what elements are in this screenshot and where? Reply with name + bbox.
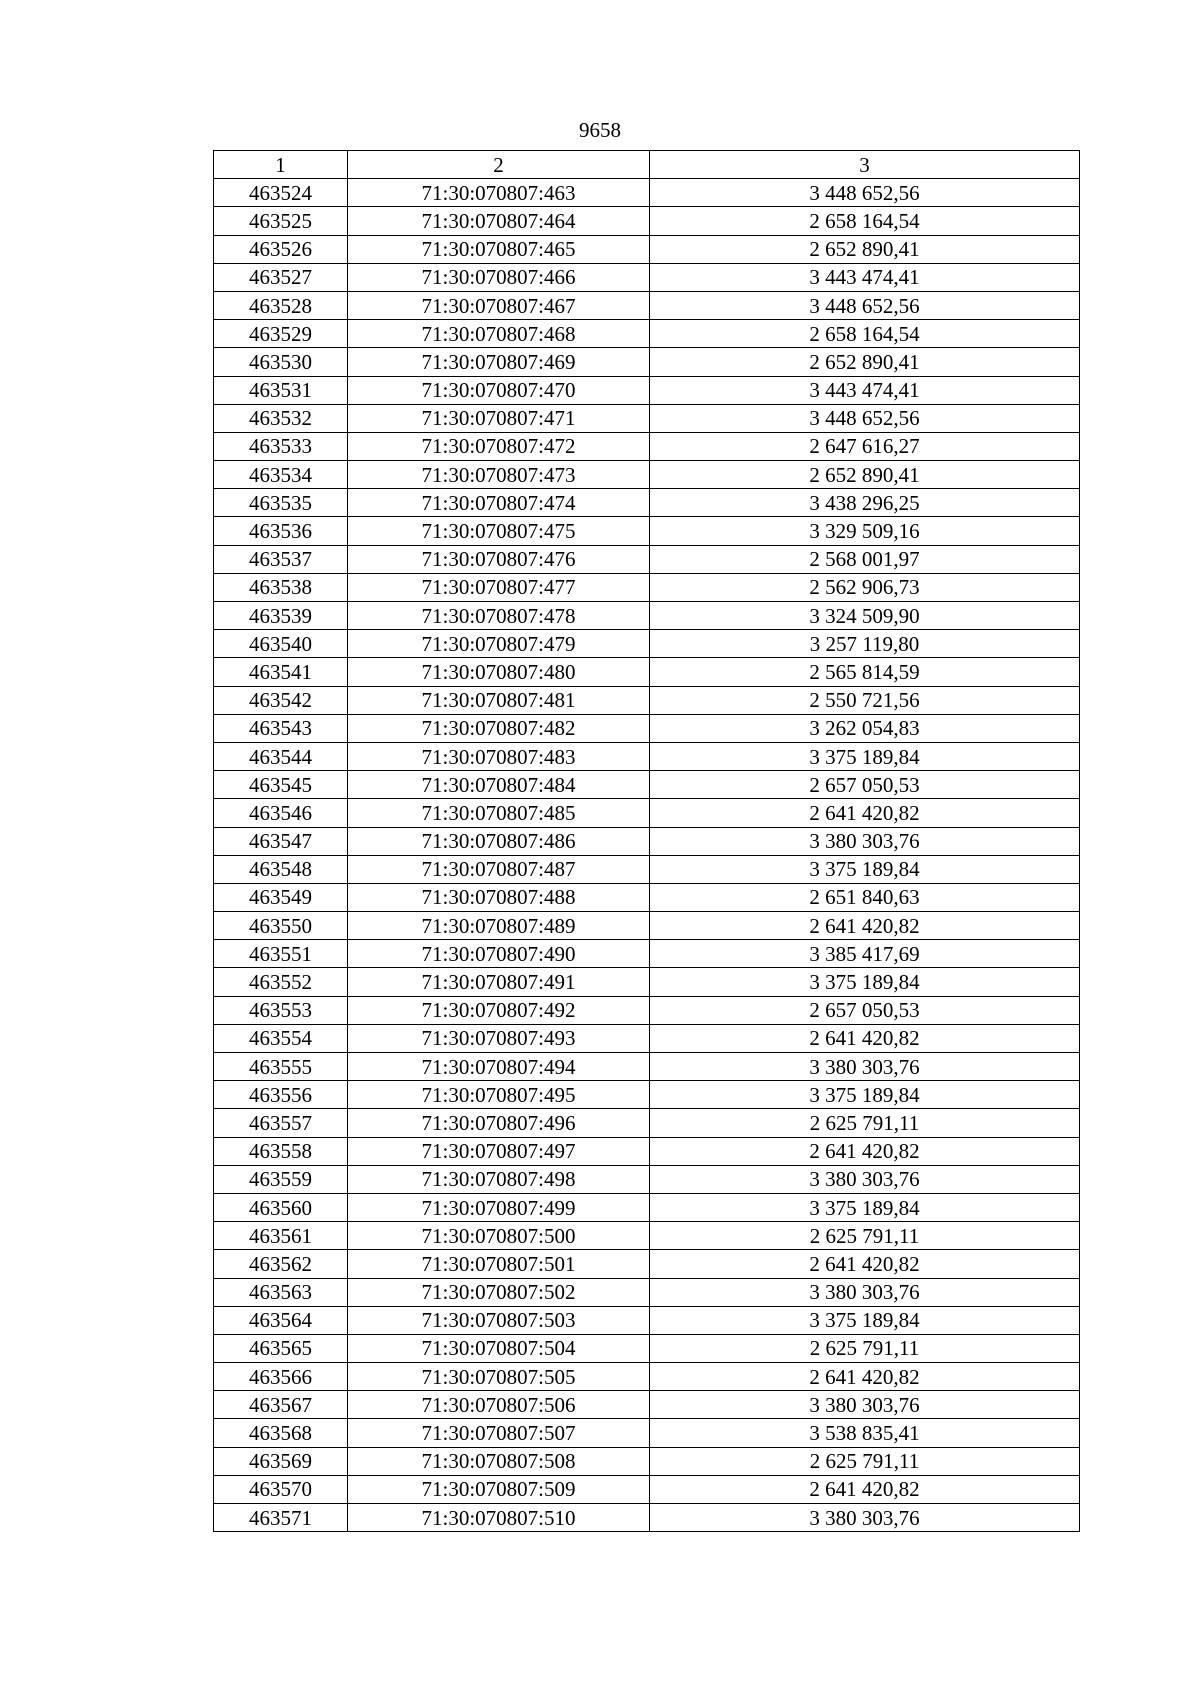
- cadastral-number-cell: 71:30:070807:498: [348, 1165, 650, 1193]
- table-row: [214, 179, 1080, 207]
- cadastral-number-cell: 71:30:070807:463: [348, 179, 650, 207]
- row-number-cell: 463550: [214, 912, 348, 940]
- row-number-cell: 463543: [214, 714, 348, 742]
- cadastral-number-cell: 71:30:070807:465: [348, 235, 650, 263]
- row-number-cell: 463561: [214, 1222, 348, 1250]
- cadastral-value-cell: 2 565 814,59: [650, 658, 1080, 686]
- row-number-cell: 463526: [214, 235, 348, 263]
- cadastral-number-cell: 71:30:070807:484: [348, 771, 650, 799]
- cadastral-number-cell: 71:30:070807:476: [348, 545, 650, 573]
- cadastral-number-cell: 71:30:070807:479: [348, 630, 650, 658]
- cadastral-value-cell: 3 443 474,41: [650, 263, 1080, 291]
- cadastral-value-cell: 2 625 791,11: [650, 1334, 1080, 1362]
- row-number-cell: 463535: [214, 489, 348, 517]
- row-number-cell: 463560: [214, 1193, 348, 1221]
- row-number-cell: 463540: [214, 630, 348, 658]
- table-row: [214, 1109, 1080, 1137]
- cadastral-number-cell: 71:30:070807:480: [348, 658, 650, 686]
- row-number-cell: 463566: [214, 1363, 348, 1391]
- table-row: [214, 489, 1080, 517]
- cadastral-number-cell: 71:30:070807:495: [348, 1081, 650, 1109]
- row-number-cell: 463563: [214, 1278, 348, 1306]
- table-row: [214, 658, 1080, 686]
- cadastral-value-cell: 3 257 119,80: [650, 630, 1080, 658]
- cadastral-value-cell: 3 380 303,76: [650, 827, 1080, 855]
- table-row: [214, 742, 1080, 770]
- row-number-cell: 463536: [214, 517, 348, 545]
- cadastral-number-cell: 71:30:070807:483: [348, 742, 650, 770]
- cadastral-number-cell: 71:30:070807:499: [348, 1193, 650, 1221]
- table-row: [214, 602, 1080, 630]
- cadastral-number-cell: 71:30:070807:485: [348, 799, 650, 827]
- row-number-cell: 463565: [214, 1334, 348, 1362]
- column-header-1: 1: [214, 151, 348, 179]
- table-row: [214, 1137, 1080, 1165]
- cadastral-number-cell: 71:30:070807:507: [348, 1419, 650, 1447]
- table-row: [214, 1165, 1080, 1193]
- table-row: [214, 968, 1080, 996]
- table-row: [214, 320, 1080, 348]
- cadastral-number-cell: 71:30:070807:475: [348, 517, 650, 545]
- cadastral-value-cell: 3 380 303,76: [650, 1504, 1080, 1532]
- cadastral-number-cell: 71:30:070807:473: [348, 461, 650, 489]
- table-row: [214, 630, 1080, 658]
- cadastral-number-cell: 71:30:070807:464: [348, 207, 650, 235]
- table-row: [214, 799, 1080, 827]
- cadastral-value-cell: 2 657 050,53: [650, 771, 1080, 799]
- cadastral-number-cell: 71:30:070807:486: [348, 827, 650, 855]
- cadastral-value-cell: 2 658 164,54: [650, 320, 1080, 348]
- table-row: [214, 1278, 1080, 1306]
- cadastral-value-cell: 3 438 296,25: [650, 489, 1080, 517]
- cadastral-value-cell: 3 375 189,84: [650, 1193, 1080, 1221]
- cadastral-number-cell: 71:30:070807:492: [348, 996, 650, 1024]
- row-number-cell: 463553: [214, 996, 348, 1024]
- row-number-cell: 463555: [214, 1053, 348, 1081]
- cadastral-value-cell: 3 380 303,76: [650, 1053, 1080, 1081]
- row-number-cell: 463562: [214, 1250, 348, 1278]
- row-number-cell: 463549: [214, 883, 348, 911]
- cadastral-number-cell: 71:30:070807:469: [348, 348, 650, 376]
- table-row: [214, 291, 1080, 319]
- table-row: [214, 432, 1080, 460]
- cadastral-number-cell: 71:30:070807:487: [348, 855, 650, 883]
- cadastral-value-cell: 2 657 050,53: [650, 996, 1080, 1024]
- cadastral-number-cell: 71:30:070807:496: [348, 1109, 650, 1137]
- row-number-cell: 463529: [214, 320, 348, 348]
- table-row: [214, 1447, 1080, 1475]
- cadastral-number-cell: 71:30:070807:504: [348, 1334, 650, 1362]
- cadastral-number-cell: 71:30:070807:474: [348, 489, 650, 517]
- row-number-cell: 463548: [214, 855, 348, 883]
- table-row: [214, 883, 1080, 911]
- table-row: [214, 1391, 1080, 1419]
- cadastral-value-cell: 2 658 164,54: [650, 207, 1080, 235]
- table-row: [214, 1475, 1080, 1503]
- row-number-cell: 463533: [214, 432, 348, 460]
- table-row: [214, 404, 1080, 432]
- cadastral-number-cell: 71:30:070807:466: [348, 263, 650, 291]
- column-header-3: 3: [650, 151, 1080, 179]
- table-row: [214, 1363, 1080, 1391]
- cadastral-number-cell: 71:30:070807:488: [348, 883, 650, 911]
- cadastral-value-cell: 3 448 652,56: [650, 404, 1080, 432]
- cadastral-value-cell: 2 550 721,56: [650, 686, 1080, 714]
- cadastral-number-cell: 71:30:070807:477: [348, 573, 650, 601]
- cadastral-number-cell: 71:30:070807:490: [348, 940, 650, 968]
- row-number-cell: 463534: [214, 461, 348, 489]
- cadastral-value-cell: 2 625 791,11: [650, 1109, 1080, 1137]
- table-row: [214, 912, 1080, 940]
- cadastral-value-cell: 2 652 890,41: [650, 348, 1080, 376]
- cadastral-value-cell: 2 562 906,73: [650, 573, 1080, 601]
- row-number-cell: 463530: [214, 348, 348, 376]
- cadastral-number-cell: 71:30:070807:509: [348, 1475, 650, 1503]
- table-row: [214, 207, 1080, 235]
- row-number-cell: 463547: [214, 827, 348, 855]
- cadastral-value-cell: 3 380 303,76: [650, 1165, 1080, 1193]
- cadastral-value-cell: 2 647 616,27: [650, 432, 1080, 460]
- table-row: [214, 686, 1080, 714]
- row-number-cell: 463527: [214, 263, 348, 291]
- row-number-cell: 463532: [214, 404, 348, 432]
- row-number-cell: 463528: [214, 291, 348, 319]
- cadastral-value-cell: 3 329 509,16: [650, 517, 1080, 545]
- row-number-cell: 463559: [214, 1165, 348, 1193]
- column-header-2: 2: [348, 151, 650, 179]
- cadastral-number-cell: 71:30:070807:497: [348, 1137, 650, 1165]
- cadastral-number-cell: 71:30:070807:503: [348, 1306, 650, 1334]
- cadastral-value-cell: 3 538 835,41: [650, 1419, 1080, 1447]
- cadastral-value-table: [213, 150, 1080, 1532]
- table-body: [214, 151, 1080, 1532]
- table-row: [214, 1306, 1080, 1334]
- row-number-cell: 463564: [214, 1306, 348, 1334]
- cadastral-number-cell: 71:30:070807:501: [348, 1250, 650, 1278]
- cadastral-number-cell: 71:30:070807:471: [348, 404, 650, 432]
- cadastral-number-cell: 71:30:070807:500: [348, 1222, 650, 1250]
- table-row: [214, 1053, 1080, 1081]
- row-number-cell: 463546: [214, 799, 348, 827]
- cadastral-number-cell: 71:30:070807:491: [348, 968, 650, 996]
- row-number-cell: 463551: [214, 940, 348, 968]
- table-row: [214, 461, 1080, 489]
- table-row: [214, 1081, 1080, 1109]
- cadastral-value-cell: 3 380 303,76: [650, 1278, 1080, 1306]
- table-row: [214, 1250, 1080, 1278]
- cadastral-value-cell: 3 375 189,84: [650, 968, 1080, 996]
- cadastral-number-cell: 71:30:070807:510: [348, 1504, 650, 1532]
- cadastral-value-cell: 2 651 840,63: [650, 883, 1080, 911]
- cadastral-number-cell: 71:30:070807:467: [348, 291, 650, 319]
- row-number-cell: 463538: [214, 573, 348, 601]
- table-row: [214, 714, 1080, 742]
- cadastral-value-cell: 3 324 509,90: [650, 602, 1080, 630]
- cadastral-value-cell: 3 385 417,69: [650, 940, 1080, 968]
- cadastral-number-cell: 71:30:070807:494: [348, 1053, 650, 1081]
- cadastral-number-cell: 71:30:070807:508: [348, 1447, 650, 1475]
- row-number-cell: 463525: [214, 207, 348, 235]
- cadastral-value-cell: 2 625 791,11: [650, 1222, 1080, 1250]
- page-number: 9658: [579, 118, 621, 142]
- cadastral-value-cell: 2 641 420,82: [650, 1475, 1080, 1503]
- row-number-cell: 463570: [214, 1475, 348, 1503]
- cadastral-value-cell: 3 375 189,84: [650, 742, 1080, 770]
- table-row: [214, 1419, 1080, 1447]
- row-number-cell: 463569: [214, 1447, 348, 1475]
- table-row: [214, 855, 1080, 883]
- cadastral-value-cell: 3 380 303,76: [650, 1391, 1080, 1419]
- cadastral-number-cell: 71:30:070807:506: [348, 1391, 650, 1419]
- cadastral-number-cell: 71:30:070807:502: [348, 1278, 650, 1306]
- row-number-cell: 463558: [214, 1137, 348, 1165]
- table-row: [214, 771, 1080, 799]
- cadastral-number-cell: 71:30:070807:482: [348, 714, 650, 742]
- row-number-cell: 463554: [214, 1024, 348, 1052]
- cadastral-value-cell: 2 652 890,41: [650, 461, 1080, 489]
- table-row: [214, 573, 1080, 601]
- cadastral-number-cell: 71:30:070807:505: [348, 1363, 650, 1391]
- cadastral-value-cell: 2 652 890,41: [650, 235, 1080, 263]
- row-number-cell: 463571: [214, 1504, 348, 1532]
- row-number-cell: 463539: [214, 602, 348, 630]
- cadastral-number-cell: 71:30:070807:470: [348, 376, 650, 404]
- row-number-cell: 463537: [214, 545, 348, 573]
- table-row: [214, 545, 1080, 573]
- cadastral-value-cell: 3 448 652,56: [650, 179, 1080, 207]
- cadastral-value-cell: 3 375 189,84: [650, 1081, 1080, 1109]
- table-row: [214, 1504, 1080, 1532]
- cadastral-value-cell: 3 448 652,56: [650, 291, 1080, 319]
- cadastral-value-cell: 3 375 189,84: [650, 855, 1080, 883]
- table-row: [214, 348, 1080, 376]
- row-number-cell: 463552: [214, 968, 348, 996]
- cadastral-value-cell: 2 641 420,82: [650, 1137, 1080, 1165]
- row-number-cell: 463556: [214, 1081, 348, 1109]
- cadastral-value-cell: 2 568 001,97: [650, 545, 1080, 573]
- table-row: [214, 996, 1080, 1024]
- row-number-cell: 463541: [214, 658, 348, 686]
- cadastral-value-cell: 2 625 791,11: [650, 1447, 1080, 1475]
- cadastral-number-cell: 71:30:070807:472: [348, 432, 650, 460]
- cadastral-number-cell: 71:30:070807:478: [348, 602, 650, 630]
- cadastral-value-cell: 3 375 189,84: [650, 1306, 1080, 1334]
- cadastral-value-cell: 3 443 474,41: [650, 376, 1080, 404]
- table-row: [214, 263, 1080, 291]
- table-row: [214, 827, 1080, 855]
- table-row: [214, 517, 1080, 545]
- cadastral-value-cell: 2 641 420,82: [650, 1363, 1080, 1391]
- table-row: [214, 1222, 1080, 1250]
- cadastral-value-cell: 2 641 420,82: [650, 912, 1080, 940]
- cadastral-value-cell: 2 641 420,82: [650, 1250, 1080, 1278]
- cadastral-value-cell: 2 641 420,82: [650, 799, 1080, 827]
- row-number-cell: 463557: [214, 1109, 348, 1137]
- row-number-cell: 463544: [214, 742, 348, 770]
- table-row: [214, 940, 1080, 968]
- row-number-cell: 463524: [214, 179, 348, 207]
- table-header-row: [214, 151, 1080, 179]
- cadastral-value-cell: 2 641 420,82: [650, 1024, 1080, 1052]
- cadastral-number-cell: 71:30:070807:468: [348, 320, 650, 348]
- row-number-cell: 463531: [214, 376, 348, 404]
- table-row: [214, 235, 1080, 263]
- cadastral-number-cell: 71:30:070807:493: [348, 1024, 650, 1052]
- row-number-cell: 463542: [214, 686, 348, 714]
- cadastral-number-cell: 71:30:070807:481: [348, 686, 650, 714]
- table-row: [214, 1193, 1080, 1221]
- table-row: [214, 1024, 1080, 1052]
- row-number-cell: 463545: [214, 771, 348, 799]
- row-number-cell: 463567: [214, 1391, 348, 1419]
- cadastral-number-cell: 71:30:070807:489: [348, 912, 650, 940]
- table-row: [214, 376, 1080, 404]
- cadastral-value-cell: 3 262 054,83: [650, 714, 1080, 742]
- table-row: [214, 1334, 1080, 1362]
- row-number-cell: 463568: [214, 1419, 348, 1447]
